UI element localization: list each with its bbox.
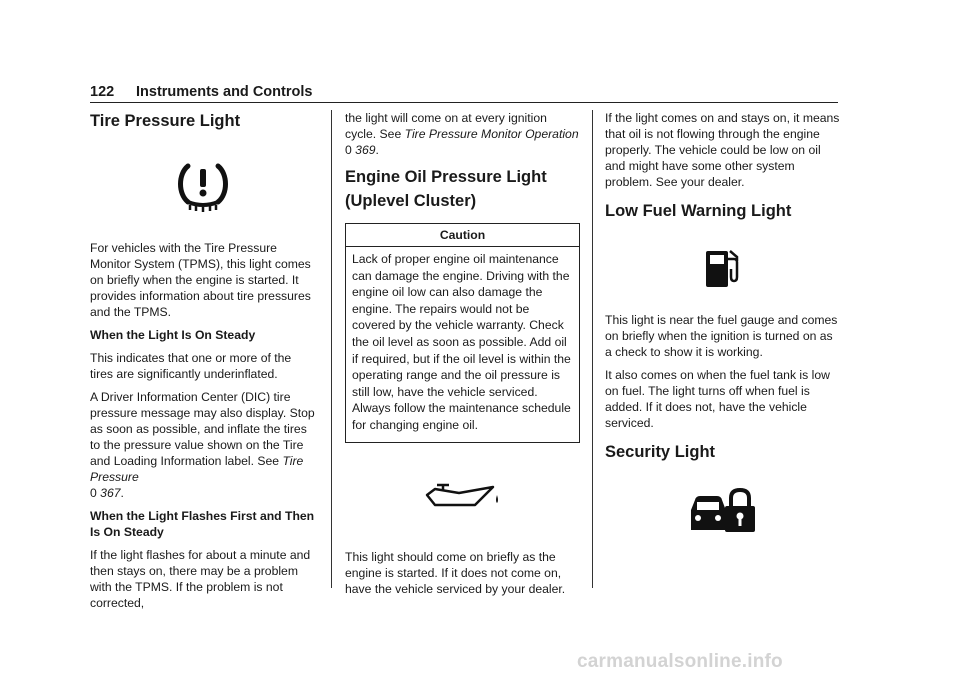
tire-pressure-warning-icon — [90, 132, 316, 240]
page-arrow-icon: 0 — [90, 486, 97, 500]
column-divider — [331, 110, 332, 588]
paragraph: A Driver Information Center (DIC) tire pressure message may also display. Stop as soon as possible, and inflate the tires to the pressure value shown on the Tire and Loading Information label. See Tire Pressure 0 367. — [90, 390, 315, 500]
paragraph: If the light comes on and stays on, it means that oil is not flowing through the engine properly. The vehicle could be low on oil and might have some other system problem. See your dealer. — [605, 111, 840, 189]
caution-text: Lack of proper engine oil maintenance can damage the engine. Driving with the engine oil low can also damage the engine. The repairs would not be covered by the vehicle warranty. Check the oil level as soon as possible. Add oil if required, but if the oil level is within the operating range and the oil pressure is still low, have the vehicle serviced. Always follow the maintenance schedule for changing engine oil. — [352, 252, 571, 432]
paragraph: This light is near the fuel gauge and comes on briefly when the ignition is turned on as a check to show it is working. — [605, 313, 838, 359]
page-arrow-icon: 0 — [345, 143, 352, 157]
column-2 — [345, 110, 580, 604]
heading-security-light: Security Light — [605, 443, 716, 461]
security-car-lock-icon — [605, 463, 840, 557]
header-rule — [90, 102, 838, 103]
column-1 — [90, 110, 316, 618]
paragraph: It also comes on when the fuel tank is low on fuel. The light turns off when fuel is added. If it does not, have the vehicle serviced. — [605, 368, 830, 430]
section-title: Instruments and Controls — [136, 84, 313, 100]
cross-reference-link[interactable]: Tire Pressure Monitor Operation — [404, 127, 579, 141]
heading-engine-oil-pressure-light: Engine Oil Pressure Light (Uplevel Cluster) — [345, 168, 547, 210]
subheading: When the Light Is On Steady — [90, 328, 256, 342]
paragraph: For vehicles with the Tire Pressure Monitor System (TPMS), this light comes on briefly when the engine is started. It provides information about tire pressures and the TPMS. — [90, 241, 311, 319]
page-number: 122 — [90, 84, 115, 100]
fuel-pump-icon — [605, 222, 840, 312]
subheading: When the Light Flashes First and Then Is On Steady — [90, 509, 315, 539]
caution-title: Caution — [346, 224, 579, 247]
paragraph: This light should come on briefly as the engine is started. If it does not come on, have the vehicle serviced by your dealer. — [345, 549, 566, 596]
paragraph: This indicates that one or more of the tires are significantly underinflated. — [90, 351, 292, 381]
oil-can-icon — [345, 443, 580, 549]
page-reference[interactable]: 367 — [100, 486, 121, 500]
page-header — [90, 84, 838, 102]
watermark: carmanualsonline.info — [577, 651, 783, 672]
column-divider — [592, 110, 593, 588]
paragraph: the light will come on at every ignition cycle. See Tire Pressure Monitor Operation 0 369. — [345, 111, 579, 157]
page-reference[interactable]: 369 — [355, 143, 376, 157]
heading-tire-pressure-light: Tire Pressure Light — [90, 112, 241, 130]
paragraph: If the light flashes for about a minute and then stays on, there may be a problem with the TPMS. If the problem is not corrected, — [90, 548, 311, 610]
column-3 — [605, 110, 840, 557]
cross-reference-link[interactable]: Tire Pressure — [90, 454, 304, 484]
heading-low-fuel-warning-light: Low Fuel Warning Light — [605, 202, 792, 220]
caution-box — [345, 223, 580, 443]
